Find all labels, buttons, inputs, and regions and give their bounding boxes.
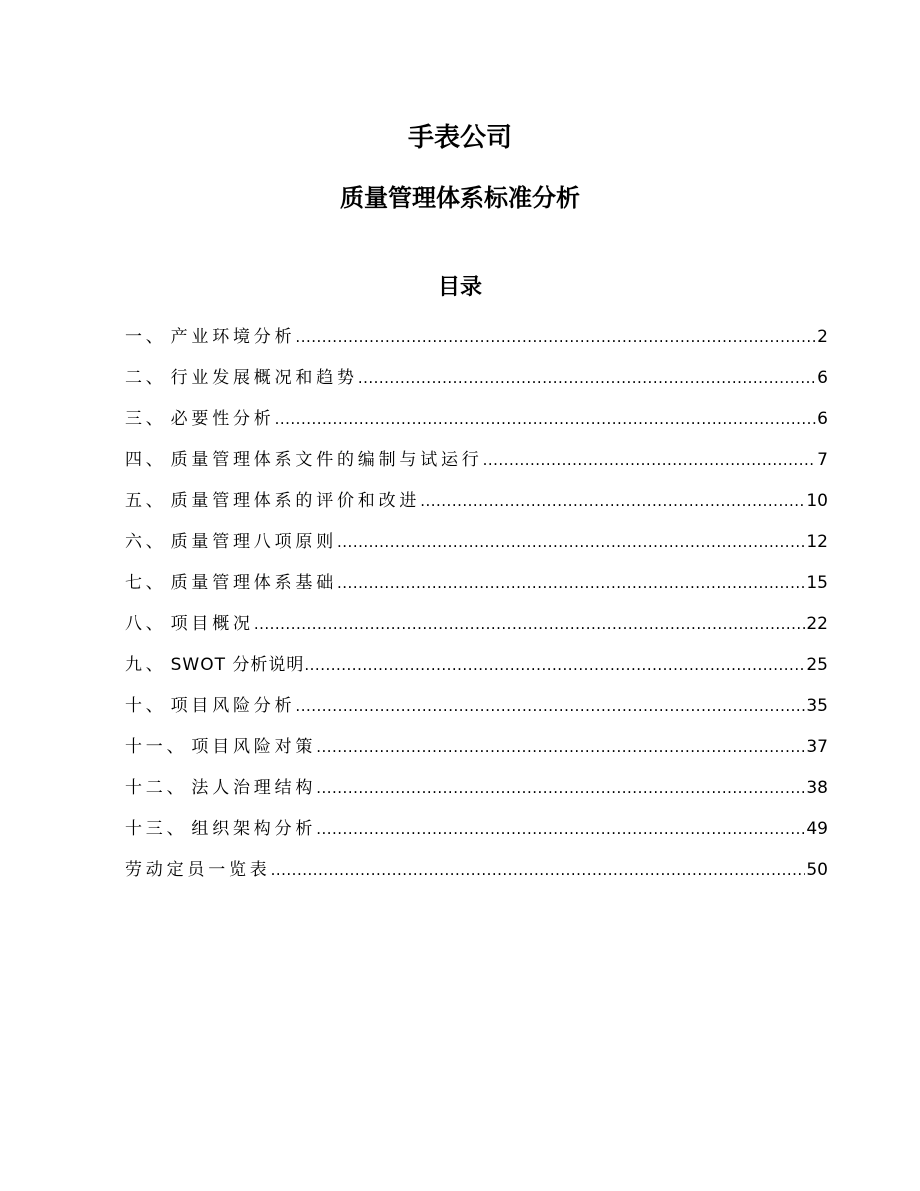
toc-dot-leader (358, 358, 816, 399)
toc-entry-page: 38 (806, 778, 828, 798)
toc-entry-label: 法人治理结构 (191, 778, 317, 798)
toc-entry-label: 项目概况 (170, 614, 254, 634)
toc-heading: 目录 (437, 275, 482, 300)
toc-entry-page: 22 (806, 614, 828, 634)
toc-entry-label: 行业发展概况和趋势 (170, 368, 358, 388)
toc-entry-number: 二、 (125, 368, 167, 388)
toc-entry (125, 399, 828, 440)
toc-dot-leader (316, 809, 805, 850)
toc-entry-number: 一、 (125, 327, 167, 347)
toc-entry (125, 850, 828, 891)
page-title: 手表公司 (407, 123, 512, 153)
toc-entry-number: 十、 (125, 696, 167, 716)
toc-entry-page: 7 (817, 450, 828, 470)
toc-entry-page: 6 (817, 368, 828, 388)
toc-dot-leader (295, 686, 805, 727)
toc-entry (125, 768, 828, 809)
toc-entry (125, 563, 828, 604)
toc-entry (125, 727, 828, 768)
toc-entry (125, 686, 828, 727)
toc-entry (125, 440, 828, 481)
toc-entry-page: 35 (806, 696, 828, 716)
toc-dot-leader (337, 522, 805, 563)
toc-entry-page: 6 (817, 409, 828, 429)
toc-dot-leader (337, 563, 805, 604)
toc-entry-number: 十一、 (125, 737, 188, 757)
toc-entry (125, 809, 828, 850)
toc-entry (125, 604, 828, 645)
toc-entry-page: 49 (806, 819, 828, 839)
table-of-contents (125, 317, 828, 891)
toc-dot-leader (254, 604, 806, 645)
toc-dot-leader (316, 727, 805, 768)
toc-entry-label: 组织架构分析 (191, 819, 317, 839)
toc-entry-number: 五、 (125, 491, 167, 511)
toc-entry-page: 2 (817, 327, 828, 347)
toc-entry-label: SWOT 分析说明 (170, 655, 305, 675)
toc-entry-page: 12 (806, 532, 828, 552)
toc-entry-label: 质量管理体系文件的编制与试运行 (170, 450, 483, 470)
toc-entry-page: 10 (806, 491, 828, 511)
toc-entry-number: 十三、 (125, 819, 188, 839)
toc-entry-number: 七、 (125, 573, 167, 593)
toc-entry-number: 四、 (125, 450, 167, 470)
toc-entry-page: 15 (806, 573, 828, 593)
toc-entry-label: 产业环境分析 (170, 327, 296, 347)
toc-entry-page: 50 (806, 860, 828, 880)
toc-dot-leader (271, 850, 806, 891)
toc-entry-label: 质量管理八项原则 (170, 532, 338, 552)
toc-dot-leader (316, 768, 805, 809)
toc-dot-leader (275, 399, 817, 440)
toc-entry-label: 必要性分析 (170, 409, 275, 429)
toc-entry-number: 九、 (125, 655, 167, 675)
toc-entry-number: 十二、 (125, 778, 188, 798)
toc-entry-number: 三、 (125, 409, 167, 429)
toc-dot-leader (304, 645, 805, 686)
toc-dot-leader (420, 481, 805, 522)
toc-entry-label: 质量管理体系基础 (170, 573, 338, 593)
toc-dot-leader (483, 440, 817, 481)
toc-entry-number: 六、 (125, 532, 167, 552)
toc-entry (125, 522, 828, 563)
toc-entry-label: 项目风险分析 (170, 696, 296, 716)
toc-entry-page: 37 (806, 737, 828, 757)
toc-entry-label: 质量管理体系的评价和改进 (170, 491, 421, 511)
toc-entry (125, 645, 828, 686)
toc-entry-page: 25 (806, 655, 828, 675)
toc-entry (125, 317, 828, 358)
page-subtitle: 质量管理体系标准分析 (340, 184, 580, 212)
toc-entry-label: 项目风险对策 (191, 737, 317, 757)
toc-entry-label: 劳动定员一览表 (125, 860, 271, 880)
toc-entry-number: 八、 (125, 614, 167, 634)
toc-dot-leader (295, 317, 816, 358)
toc-entry (125, 358, 828, 399)
toc-entry (125, 481, 828, 522)
